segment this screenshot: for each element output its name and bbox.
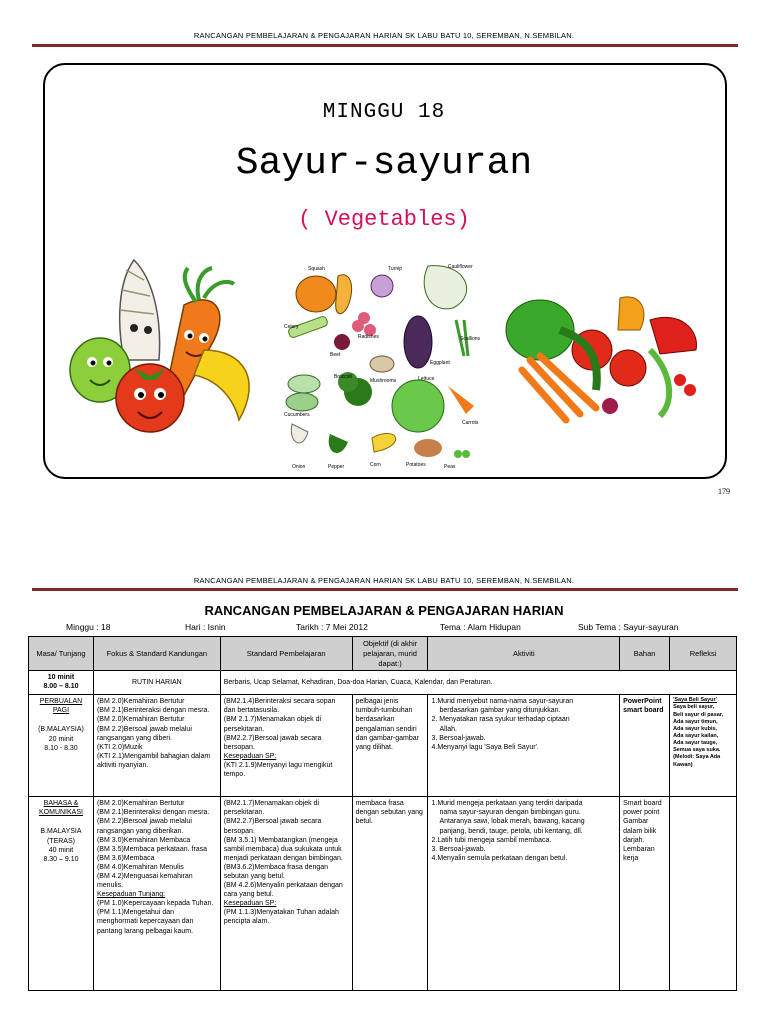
fokus-line: (BM 2.0)Kemahiran Bertutur bbox=[96, 716, 185, 724]
masa-duration: 40 minit bbox=[48, 846, 74, 854]
cell-aktiviti bbox=[428, 695, 620, 797]
song-line: Ada sayur timun, bbox=[673, 718, 718, 725]
meta-minggu: Minggu : 18 bbox=[66, 622, 111, 632]
lesson-plan-table bbox=[28, 636, 737, 991]
masa-language: B.MALAYSIA (TERAS) bbox=[40, 828, 82, 845]
theme-title: Sayur-sayuran bbox=[235, 142, 533, 185]
cell-standard bbox=[220, 695, 352, 797]
page-number: 179 bbox=[718, 487, 730, 496]
aktiviti-line: 3. Bersoal-jawab. bbox=[431, 734, 486, 742]
fokus-line: (KTI 2.1)Mengambil bahagian dalam aktiviti nyanyian. bbox=[96, 752, 211, 769]
fokus-line: (PM 1.0)Kepercayaan kepada Tuhan. bbox=[96, 900, 214, 908]
fokus-line: (BM 2.2)Bersoal jawab melalui rangsangan yang diberikan. bbox=[96, 818, 192, 835]
song-line: Beli sayur di pasar, bbox=[673, 711, 724, 718]
plan-title: RANCANGAN PEMBELAJARAN & PENGAJARAN HARIAN bbox=[204, 603, 564, 618]
col-header-fokus: Fokus & Standard Kandungan bbox=[93, 637, 220, 671]
fokus-line: (BM 2.1)Berinteraksi dengan mesra. bbox=[96, 809, 210, 817]
table-row bbox=[29, 797, 737, 991]
masa-subject: BAHASA & KOMUNIKASI bbox=[39, 800, 83, 817]
song-title: 'Saya Beli Sayur' bbox=[673, 697, 717, 704]
aktiviti-line: 3. Bersoal-jawab. bbox=[431, 845, 486, 853]
label-mushrooms: Mushrooms bbox=[370, 378, 397, 384]
cell-standard bbox=[220, 797, 352, 991]
masa-time: 8.30 – 9.10 bbox=[43, 855, 79, 863]
song-line: Ada sayur kubis, bbox=[673, 725, 718, 732]
cell-masa bbox=[29, 797, 94, 991]
standard-line: Kesepaduan SP: bbox=[223, 900, 277, 908]
standard-line: (BM 4.2.6)Menyalin perkataan dengan cara yang betul. bbox=[223, 882, 343, 899]
theme-subtitle: ( Vegetables) bbox=[298, 207, 470, 232]
fokus-line: (BM 2.0)Kemahiran Bertutur bbox=[96, 800, 185, 808]
aktiviti-line: 1.Murid menyebut nama-nama sayur-sayuran bbox=[431, 698, 574, 706]
label-cucumbers: Cucumbers bbox=[284, 412, 310, 418]
col-header-objektif: Objektif (di akhir pelajaran, murid dapat:) bbox=[352, 637, 428, 671]
cell-masa bbox=[29, 671, 94, 695]
aktiviti-line: berdasarkan gambar yang ditunjukkan. bbox=[439, 707, 561, 715]
masa-duration: 10 minit bbox=[47, 674, 75, 682]
col-header-bahan: Bahan bbox=[620, 637, 670, 671]
week-title: MINGGU 18 bbox=[322, 101, 446, 124]
fokus-line: Kesepaduan Tunjang: bbox=[96, 891, 166, 899]
aktiviti-line: nama sayur-sayuran dengan bimbingan guru. bbox=[439, 809, 581, 817]
standard-line: (BM2.1.4)Berinteraksi secara sopan dan bertatasusila. bbox=[223, 698, 336, 715]
cell-routine: Berbaris, Ucap Selamat, Kehadiran, Doa-doa Harian, Cuaca, Kalendar, dan Peraturan. bbox=[220, 671, 736, 695]
standard-line: (BM2.2.7)Bersoal jawab secara bersopan. bbox=[223, 734, 322, 751]
cell-fokus bbox=[93, 797, 220, 991]
cell-aktiviti bbox=[428, 797, 620, 991]
standard-line: (KTI 2.1.9)Menyanyi lagu mengikut tempo. bbox=[223, 761, 333, 778]
masa-time: 8.00 – 8.10 bbox=[43, 683, 79, 691]
meta-hari: Hari : Isnin bbox=[185, 622, 226, 632]
song-line: Semua saya suka. bbox=[673, 747, 721, 754]
fokus-line: (BM 2.0)Kemahiran Bertutur bbox=[96, 698, 185, 706]
label-carrots: Carrots bbox=[462, 420, 479, 426]
header-rule bbox=[32, 44, 738, 47]
col-header-masa: Masa/ Tunjang bbox=[29, 637, 94, 671]
col-header-refleksi: Refleksi bbox=[670, 637, 737, 671]
page-header: RANCANGAN PEMBELAJARAN & PENGAJARAN HARIAN SK LABU BATU 10, SEREMBAN, N.SEMBILAN. bbox=[193, 31, 575, 40]
page2-header: RANCANGAN PEMBELAJARAN & PENGAJARAN HARIAN SK LABU BATU 10, SEREMBAN, N.SEMBILAN. bbox=[193, 576, 575, 585]
cell-bahan: Smart board power point Gambar dalam bilik darjah. Lembaran kerja bbox=[620, 797, 670, 991]
label-beet: Beet bbox=[330, 352, 341, 358]
fokus-line: (BM 2.1)Berinteraksi dengan mesra. bbox=[96, 707, 210, 715]
label-squash: Squash bbox=[308, 266, 325, 272]
col-header-aktiviti: Aktiviti bbox=[428, 637, 620, 671]
standard-line: (BM2.1.7)Menamakan objek di persekitaran. bbox=[223, 800, 320, 817]
label-broccoli: Broccoli bbox=[334, 374, 352, 380]
label-cauliflower: Cauliflower bbox=[448, 264, 473, 270]
label-lettuce: Lettuce bbox=[418, 376, 435, 382]
table-row bbox=[29, 671, 737, 695]
masa-language: (B.MALAYSIA) bbox=[38, 726, 84, 734]
label-radishes: Radishes bbox=[358, 334, 379, 340]
fokus-line: (BM 3.5)Membaca perkataan. frasa bbox=[96, 845, 208, 853]
labeled-vegetables-chart bbox=[278, 256, 492, 474]
masa-subject: PERBUALAN PAGI bbox=[39, 698, 83, 715]
cell-objektif: pelbagai jenis tumbuh-tumbuhan berdasarkan pengalaman sendiri dan gambar-gambar yang dilihat. bbox=[352, 695, 428, 797]
page2-header-rule bbox=[32, 588, 738, 591]
aktiviti-line: panjang, bendi, tauge, petola, ubi kentang, dll. bbox=[439, 827, 583, 835]
label-corn: Corn bbox=[370, 462, 381, 468]
song-line: Ada sayur tauge, bbox=[673, 740, 718, 747]
vegetable-pile-illustration bbox=[500, 290, 712, 424]
aktiviti-line: Allah. bbox=[439, 725, 457, 733]
standard-line: (BM 3.5.1) Membatangkan (mengeja sambil membaca) dua sukukata untuk menjadi perkataan dengan bimbingan. bbox=[223, 836, 343, 862]
aktiviti-line: 4.Menyanyi lagu 'Saya Beli Sayur'. bbox=[431, 743, 539, 751]
masa-duration: 20 minit bbox=[48, 735, 74, 743]
fokus-line: (BM 3.6)Membaca bbox=[96, 854, 155, 862]
fokus-line: (BM 4.0)Kemahiran Menulis bbox=[96, 863, 184, 871]
standard-line: (BM3.6.2)Membaca frasa dengan sebutan yang betul. bbox=[223, 863, 329, 880]
cell-masa bbox=[29, 695, 94, 797]
table-row bbox=[29, 695, 737, 797]
label-peas: Peas bbox=[444, 464, 456, 470]
song-line: Ada sayur kailan, bbox=[673, 732, 719, 739]
standard-line: Kesepaduan SP: bbox=[223, 752, 277, 760]
cell-fokus: RUTIN HARIAN bbox=[93, 671, 220, 695]
cell-fokus bbox=[93, 695, 220, 797]
cell-refleksi bbox=[670, 695, 737, 797]
cell-bahan: PowerPoint smart board bbox=[620, 695, 670, 797]
fokus-line: (KTI 2.0)Muzik bbox=[96, 743, 143, 751]
aktiviti-line: 2. Menyatakan rasa syukur terhadap ciptaan bbox=[431, 716, 570, 724]
aktiviti-line: 1.Murid mengeja perkataan yang terdiri daripada bbox=[431, 800, 583, 808]
fokus-line: (PM 1.1)Mengetahui dan menghormati kepercayaan dan pantang larang pelbagai kaum. bbox=[96, 909, 194, 935]
label-onion: Onion bbox=[292, 464, 306, 470]
meta-tema: Tema : Alam Hidupan bbox=[440, 622, 521, 632]
col-header-standard: Standard Pembelajaran bbox=[220, 637, 352, 671]
table-header-row bbox=[29, 637, 737, 671]
song-line: Saya beli sayur, bbox=[673, 704, 715, 711]
song-line: (Melodi: Saya Ada Kawan) bbox=[673, 754, 721, 768]
label-pepper: Pepper bbox=[328, 464, 345, 470]
standard-line: (BM2.2.7)Bersoal jawab secara bersopan. bbox=[223, 818, 322, 835]
label-eggplant: Eggplant bbox=[430, 360, 450, 366]
masa-time: 8.10 - 8.30 bbox=[44, 744, 78, 752]
fokus-line: (BM 2.2)Bersoal jawab melalui rangsangan yang diberi. bbox=[96, 725, 192, 742]
cartoon-vegetables-illustration bbox=[64, 250, 262, 436]
fokus-line: (BM 3.0)Kemahiran Membaca bbox=[96, 836, 191, 844]
aktiviti-line: Antaranya sawi, lobak merah, bawang, kacang bbox=[439, 818, 585, 826]
aktiviti-line: 2.Latih tubi mengeja sambil membaca. bbox=[431, 836, 552, 844]
label-celery: Celery bbox=[284, 324, 299, 330]
label-potatoes: Potatoes bbox=[406, 462, 426, 468]
meta-subtema: Sub Tema : Sayur-sayuran bbox=[578, 622, 679, 632]
aktiviti-line: 4.Menyalin semula perkataan dengan betul. bbox=[431, 854, 568, 862]
cell-objektif: membaca frasa dengan sebutan yang betul. bbox=[352, 797, 428, 991]
standard-line: (PM 1.1.3)Menyatakan Tuhan adalah pencipta alam. bbox=[223, 909, 339, 926]
standard-line: (BM 2.1.7)Menamakan objek di persekitaran. bbox=[223, 716, 322, 733]
cell-refleksi bbox=[670, 797, 737, 991]
meta-tarikh: Tarikh : 7 Mei 2012 bbox=[296, 622, 368, 632]
label-turnip: Turnip bbox=[388, 266, 402, 272]
fokus-line: (BM 4.2)Menguasai kemahiran menulis. bbox=[96, 873, 193, 890]
label-scallions: Scallions bbox=[460, 336, 481, 342]
